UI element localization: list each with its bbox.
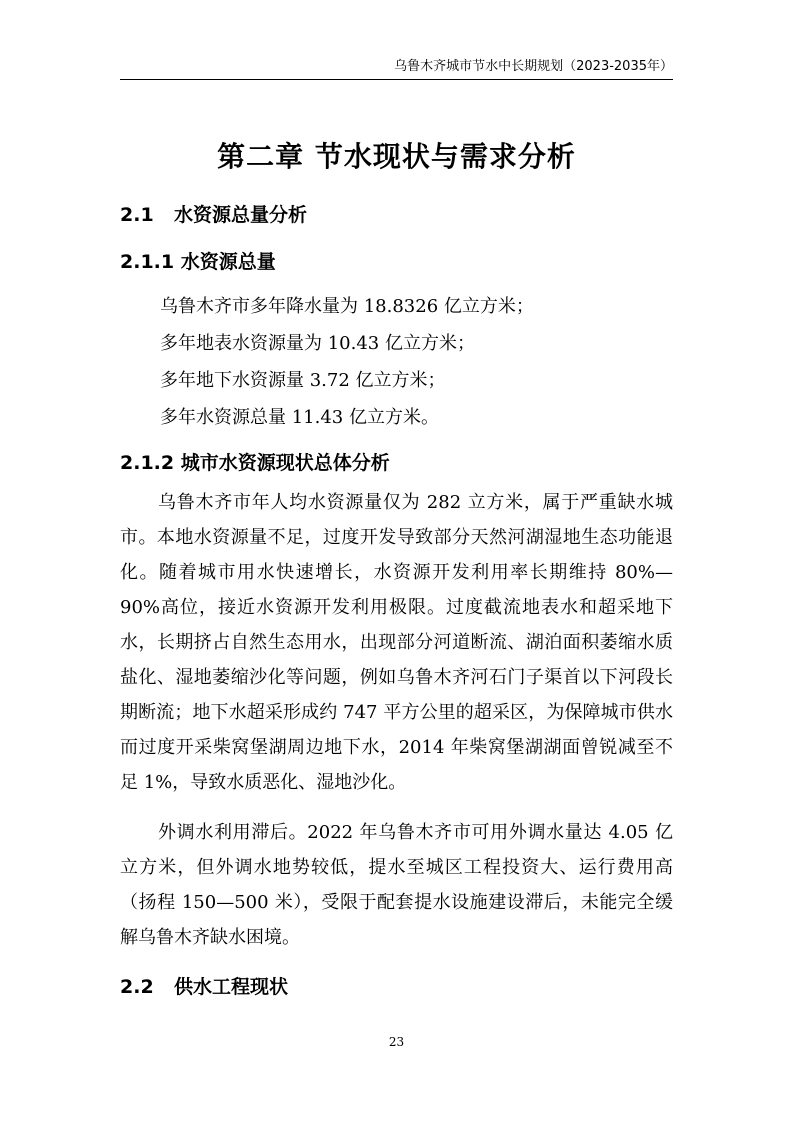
header-divider bbox=[120, 79, 673, 80]
running-header: 乌鲁木齐城市节水中长期规划（2023-2035年） bbox=[394, 59, 673, 74]
body-paragraph: 乌鲁木齐市年人均水资源量仅为 282 立方米，属于严重缺水城市。本地水资源量不足，过度开发导致部分天然河湖湿地生态功能退化。随着城市用水快速增长，水资源开发利用率长期维持 80%—90%高位，接近水资源开发利用极限。过度截流地表水和超采地下水，长期挤占自然生态用水，出现部分河道断流、湖泊面积萎缩水质盐化、湿地萎缩沙化等问题，例如乌鲁木齐河石门子渠首以下河段长期断流；地下水超采形成约 747 平方公里的超采区，为保障城市供水而过度开采柴窝堡湖周边地下水，2014 年柴窝堡湖湖面曾锐减至不足 1%，导致水质恶化、湿地沙化。 bbox=[120, 492, 673, 793]
section-number: 2.1 bbox=[120, 204, 154, 226]
body-paragraph: 外调水利用滞后。2022 年乌鲁木齐市可用外调水量达 4.05 亿立方米，但外调水地势较低，提水至城区工程投资大、运行费用高（扬程 150—500 米），受限于配套提水设施建设滞后，未能完全缓解乌鲁木齐缺水困境。 bbox=[120, 822, 673, 948]
section-title: 水资源总量分析 bbox=[174, 204, 308, 226]
subsection-heading-2-1-2: 2.1.2 城市水资源现状总体分析 bbox=[120, 452, 390, 474]
text-line: 多年水资源总量 11.43 亿立方米。 bbox=[160, 407, 439, 428]
text-line: 多年地表水资源量为 10.43 亿立方米； bbox=[160, 333, 475, 354]
text-line: 多年地下水资源量 3.72 亿立方米； bbox=[160, 370, 446, 391]
section-number: 2.2 bbox=[120, 976, 154, 998]
section-heading-2-2 bbox=[120, 972, 288, 999]
chapter-title: 第二章 节水现状与需求分析 bbox=[217, 140, 576, 173]
section-title: 供水工程现状 bbox=[174, 976, 289, 998]
page-number: 23 bbox=[388, 1035, 405, 1049]
text-line: 乌鲁木齐市多年降水量为 18.8326 亿立方米； bbox=[160, 296, 534, 317]
subsection-heading-2-1-1: 2.1.1 水资源总量 bbox=[120, 251, 276, 273]
section-heading-2-1 bbox=[120, 200, 307, 227]
